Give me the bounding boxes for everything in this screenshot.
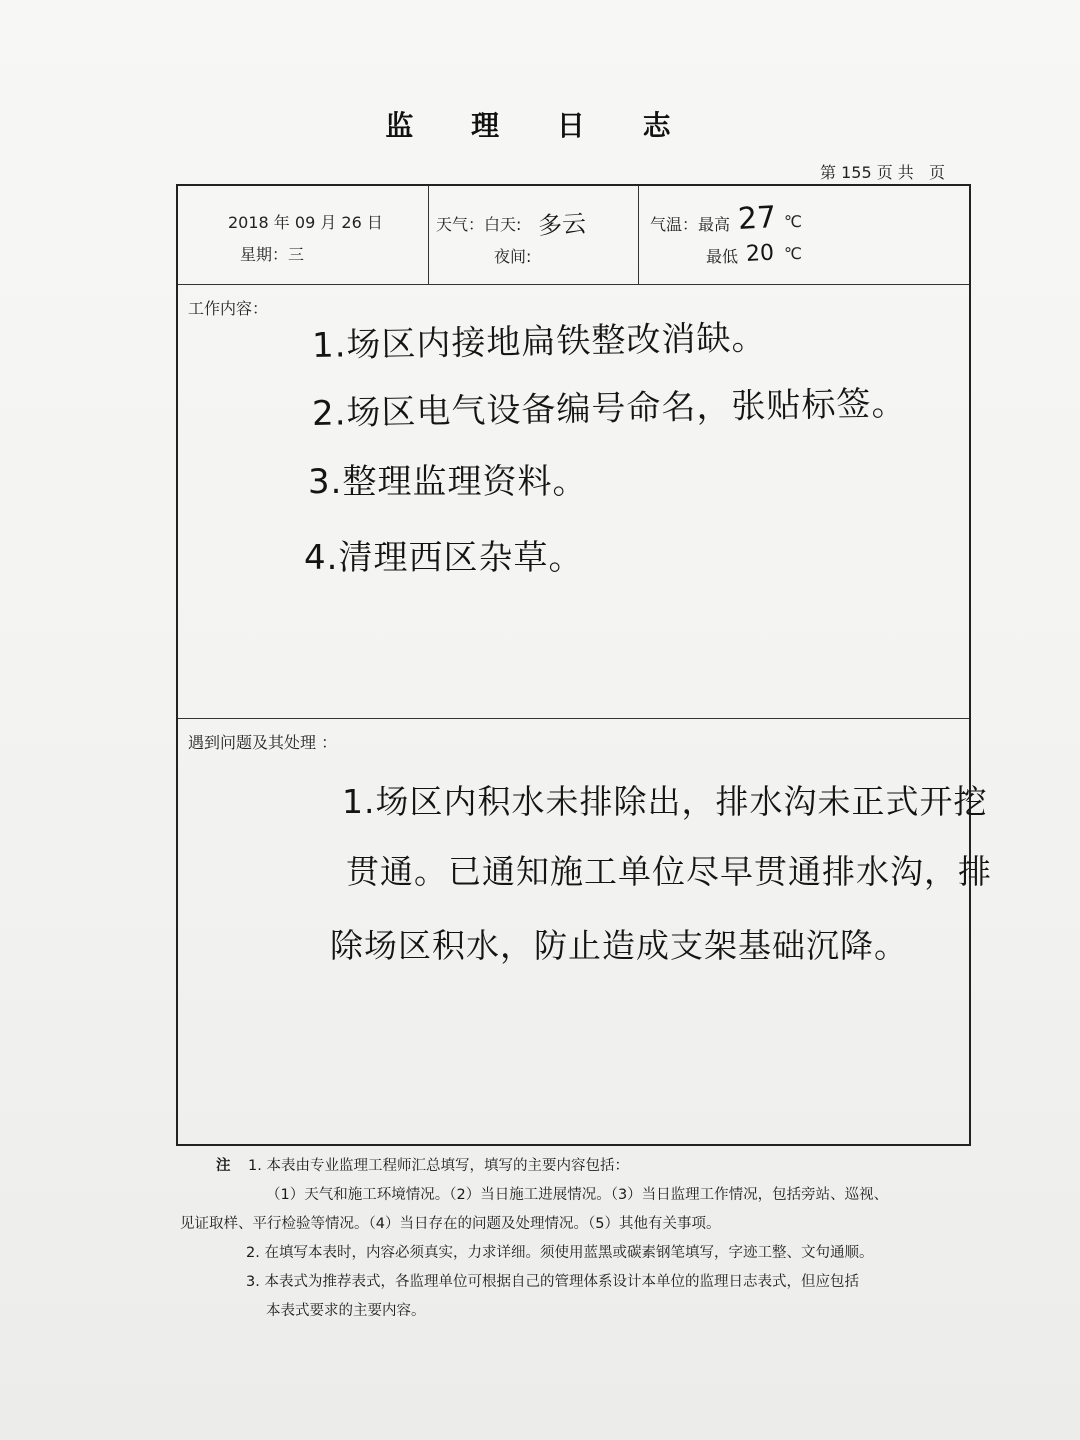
log-date: 2018 年 09 月 26 日 — [228, 213, 383, 232]
notes-prefix: 注 — [216, 1158, 231, 1174]
note-line-6: 本表式要求的主要内容。 — [266, 1303, 426, 1319]
temp-high-unit: ℃ — [784, 212, 802, 231]
weather-night-label: 夜间: — [494, 247, 532, 266]
header-bottom-rule — [178, 284, 969, 285]
footnotes — [180, 1152, 980, 1326]
issue-line-3: 除场区积水，防止造成支架基础沉降。 — [330, 926, 908, 965]
work-bottom-rule — [178, 718, 969, 719]
work-content-label: 工作内容： — [188, 299, 269, 318]
temp-high-value: 27 — [737, 200, 778, 237]
document-title: 监 理 日 志 — [385, 109, 695, 142]
issue-line-2: 贯通。已通知施工单位尽早贯通排水沟，排 — [346, 852, 992, 891]
note-line-5: 3. 本表式为推荐表式，各监理单位可根据自己的管理体系设计本单位的监理日志表式，但应包括 — [246, 1274, 859, 1290]
work-item-4: 4.清理西区杂草。 — [304, 538, 584, 578]
work-item-2: 2.场区电气设备编号命名，张贴标签。 — [311, 383, 907, 434]
temp-low-unit: ℃ — [784, 244, 802, 263]
note-line-1: 注 1. 本表由专业监理工程师汇总填写，填写的主要内容包括： — [180, 1152, 980, 1181]
work-item-1: 1.场区内接地扁铁整改消缺。 — [311, 318, 767, 366]
header-divider-2 — [638, 186, 639, 284]
weather-day-label: 天气：白天: — [436, 215, 522, 234]
temp-low-value: 20 — [745, 240, 775, 267]
note-line-3: 见证取样、平行检验等情况。（4）当日存在的问题及处理情况。（5）其他有关事项。 — [180, 1216, 721, 1232]
issue-line-1: 1.场区内积水未排除出，排水沟未正式开挖 — [342, 782, 988, 821]
header-divider-1 — [428, 186, 429, 284]
temp-low-label: 最低 — [706, 247, 739, 266]
log-table — [176, 184, 992, 1146]
page-number: 第 155 页 共 页 — [820, 163, 946, 182]
work-item-3: 3.整理监理资料。 — [308, 462, 588, 502]
note-line-4: 2. 在填写本表时，内容必须真实，力求详细。须使用蓝黑或碳素钢笔填写，字迹工整、文句通顺。 — [246, 1245, 874, 1261]
weekday: 星期：三 — [240, 245, 305, 264]
issues-label: 遇到问题及其处理 ： — [188, 733, 338, 752]
temp-high-label: 气温：最高 — [650, 215, 731, 234]
weather-day-value: 多云 — [537, 209, 587, 240]
note-line-2: （1）天气和施工环境情况。（2）当日施工进展情况。（3）当日监理工作情况，包括旁站、巡视、 — [266, 1187, 889, 1203]
